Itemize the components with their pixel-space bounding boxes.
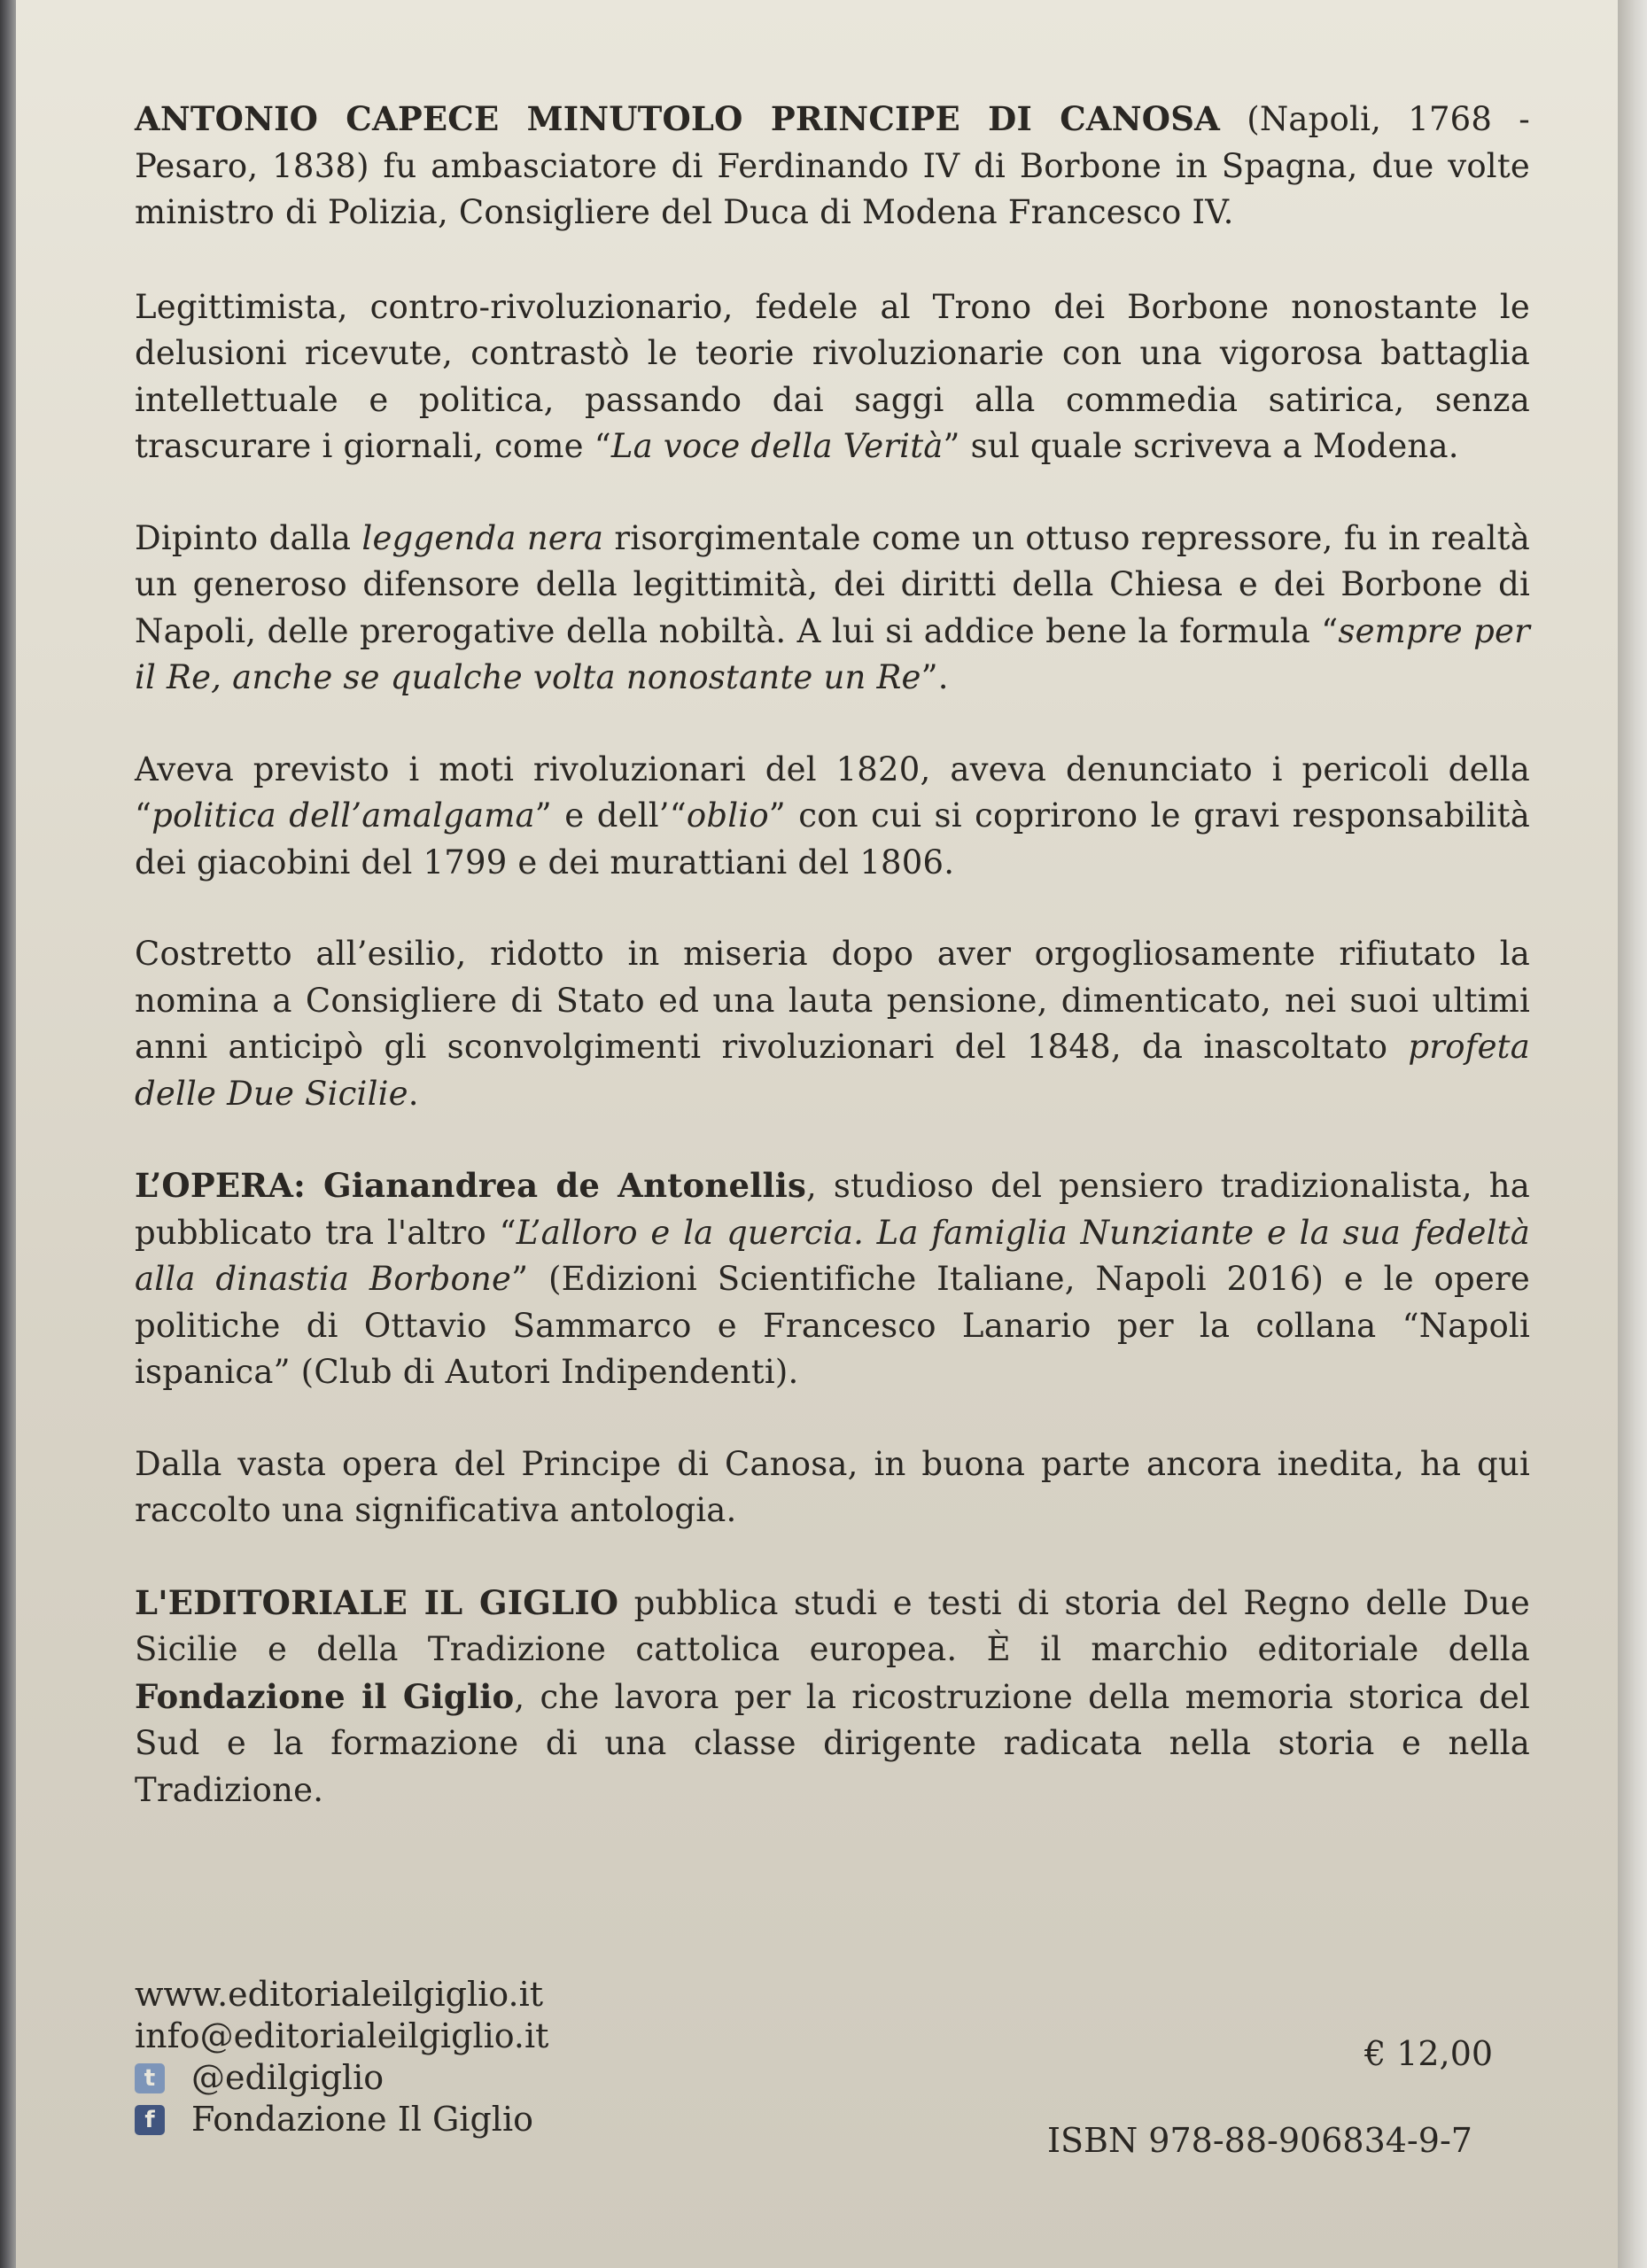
paragraph-author-bio xyxy=(135,96,1530,237)
text-segment: ” e dell’“ xyxy=(534,796,687,835)
italic-phrase: leggenda nera xyxy=(361,518,604,557)
text-segment: ”. xyxy=(921,658,949,696)
italic-quote: sempre per il Re, anche se qualche volta nonostante un Re xyxy=(135,611,1530,696)
email-text: info@editorialeilgiglio.it xyxy=(135,2016,549,2055)
paragraph-editoriale xyxy=(135,1580,1530,1814)
italic-phrase: profeta delle Due Sicilie xyxy=(135,1028,1530,1113)
page-edge xyxy=(1618,0,1647,2268)
text-segment: risorgimentale come un ottuso repressore, fu in realtà un generoso difensore della legittimità, dei diritti della Chiesa e dei Borbone di Napoli, delle prerogative della nobiltà. A lui si addice bene la formula “ xyxy=(135,518,1530,650)
website-text: www.editorialeilgiglio.it xyxy=(135,1975,544,2014)
paragraph-leggenda xyxy=(135,516,1530,702)
facebook-line xyxy=(135,2099,548,2140)
publisher-contacts xyxy=(135,1974,548,2140)
text-segment: ” con cui si coprirono le gravi responsabilità dei giacobini del 1799 e dei murattiani del 1806. xyxy=(135,796,1530,882)
facebook-page: Fondazione Il Giglio xyxy=(191,2100,533,2139)
facebook-icon: f xyxy=(135,2105,165,2135)
author-bio-text: (Napoli, 1768 - Pesaro, 1838) fu ambasciatore di Ferdinando IV di Borbone in Spagna, due volte ministro di Polizia, Consigliere del Duca di Modena Francesco IV. xyxy=(135,100,1531,231)
website-line xyxy=(135,1974,548,2016)
paragraph-esilio xyxy=(135,931,1530,1117)
text-segment: Legittimista, contro-rivoluzionario, fedele al Trono dei Borbone nonostante le delusioni ricevute, contrastò le teorie rivoluzionarie con una vigorosa battaglia intellettuale e politica, passando dai saggi alla commedia satirica, senza trascurare i giornali, come “ xyxy=(135,287,1530,465)
email-line xyxy=(135,2016,548,2057)
paragraph-moti xyxy=(135,747,1530,887)
price-label: € 12,00 xyxy=(1364,2034,1494,2073)
blurb-text xyxy=(135,96,1530,1859)
publisher-label: L'EDITORIALE IL GIGLIO xyxy=(135,1582,619,1622)
text-segment: Costretto all’esilio, ridotto in miseria dopo aver orgogliosamente rifiutato la nomina a Consigliere di Stato ed una lauta pensione, dimenticato, nei suoi ultimi anni anticipò gli sconvolgimenti rivoluzionari del 1848, da inascoltato xyxy=(135,935,1530,1066)
twitter-icon: t xyxy=(135,2063,165,2093)
text-segment: Aveva previsto i moti rivoluzionari del 1820, aveva denunciato i pericoli della “ xyxy=(135,750,1530,835)
text-segment: . xyxy=(408,1074,419,1113)
isbn-label: ISBN 978-88-906834-9-7 xyxy=(1047,2121,1472,2160)
author-name: ANTONIO CAPECE MINUTOLO PRINCIPE DI CANOSA xyxy=(135,99,1221,138)
paragraph-antologia xyxy=(135,1441,1530,1534)
twitter-handle: @edilgiglio xyxy=(191,2058,385,2097)
italic-phrase: politica dell’amalgama xyxy=(151,796,535,835)
paragraph-opera xyxy=(135,1162,1530,1396)
text-segment: , che lavora per la ricostruzione della memoria storica del Sud e la formazione di una classe dirigente radicata nella storia e nella Tradizione. xyxy=(135,1677,1531,1809)
foundation-name: Fondazione il Giglio xyxy=(135,1676,515,1716)
opera-label: L’OPERA: Gianandrea de Antonellis xyxy=(135,1166,806,1205)
text-segment: Dalla vasta opera del Principe di Canosa, in buona parte ancora inedita, ha qui raccolto una significativa antologia. xyxy=(135,1444,1530,1529)
text-segment: Dipinto dalla xyxy=(135,518,362,557)
journal-title: La voce della Verità xyxy=(610,427,944,465)
text-segment: , studioso del pensiero tradizionalista, ha pubblicato tra l'altro “ xyxy=(135,1167,1531,1252)
italic-phrase: oblio xyxy=(686,796,769,835)
text-segment: pubblica studi e testi di storia del Regno delle Due Sicilie e della Tradizione cattolica europea. È il marchio editoriale della xyxy=(135,1583,1530,1668)
text-segment: ” (Edizioni Scientifiche Italiane, Napoli 2016) e le opere politiche di Ottavio Sammarco e Francesco Lanario per la collana “Napoli ispanica” (Club di Autori Indipendenti). xyxy=(135,1260,1530,1391)
paragraph-legitimist xyxy=(135,284,1530,470)
text-segment: ” sul quale scriveva a Modena. xyxy=(943,427,1459,465)
book-title: L’alloro e la quercia. La famiglia Nunziante e la sua fedeltà alla dinastia Borbone xyxy=(135,1213,1530,1298)
twitter-line xyxy=(135,2057,548,2099)
